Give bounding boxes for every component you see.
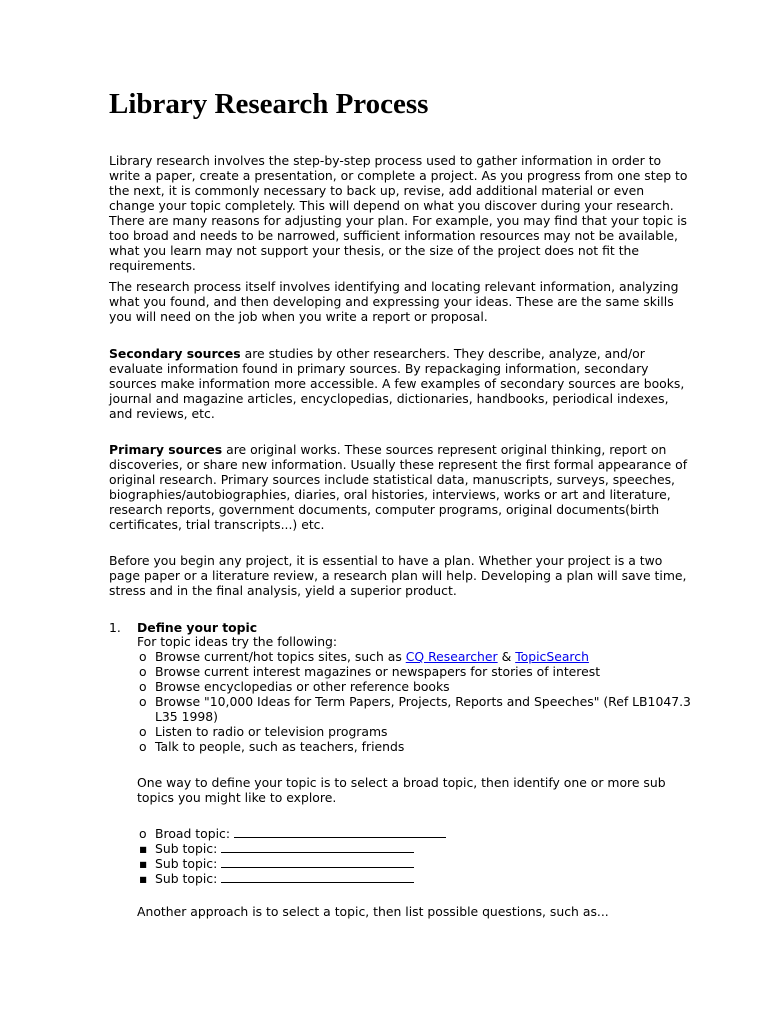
step-title: Define your topic <box>137 620 258 635</box>
primary-sources-term: Primary sources <box>109 442 223 457</box>
primary-sources-paragraph <box>109 442 689 532</box>
bullet-marker: o <box>139 739 147 754</box>
list-item <box>137 694 697 724</box>
list-item <box>137 679 697 694</box>
list-item <box>137 664 697 679</box>
bullet-marker: o <box>139 649 147 664</box>
sub-topic-row <box>137 856 697 871</box>
idea-text: Browse "10,000 Ideas for Term Papers, Projects, Reports and Speeches" (Ref LB1047.3 L35 1998) <box>155 694 691 724</box>
bullet-marker: o <box>139 694 147 709</box>
browse-sites-text: Browse current/hot topics sites, such as <box>155 649 406 664</box>
approach-text: Another approach is to select a topic, then list possible questions, such as... <box>137 904 609 919</box>
square-bullet-marker: ▪ <box>139 871 148 886</box>
sub-topic-label: Sub topic: <box>155 856 218 871</box>
list-item <box>137 739 697 754</box>
broad-topic-label: Broad topic: <box>155 826 231 841</box>
bullet-marker: o <box>139 664 147 679</box>
intro-paragraph: Library research involves the step-by-step process used to gather information in order to write a paper, create a presentation, or complete a project. As you progress from one step to the next, it is commonly necessary to back up, revise, add additional material or even change your topic completely. This will depend on what you discover during your research. There are many reasons for adjusting your plan. For example, you may find that your topic is too broad and needs to be narrowed, sufficient information resources may not be available, what you learn may not support your thesis, or the size of the project does not fit the requirements. <box>109 153 688 273</box>
ampersand: & <box>497 649 516 664</box>
sub-topic-label: Sub topic: <box>155 871 218 886</box>
cq-researcher-link[interactable]: CQ Researcher <box>405 649 498 664</box>
topicsearch-link[interactable]: TopicSearch <box>515 649 589 664</box>
broad-topic-blank <box>234 826 446 838</box>
square-bullet-marker: ▪ <box>139 841 148 856</box>
secondary-sources-term: Secondary sources <box>109 346 241 361</box>
square-bullet-marker: ▪ <box>139 856 148 871</box>
idea-text: Talk to people, such as teachers, friends <box>155 739 405 754</box>
topic-worksheet-list <box>137 826 697 886</box>
idea-text: Listen to radio or television programs <box>155 724 388 739</box>
sub-topic-label: Sub topic: <box>155 841 218 856</box>
sub-topic-row <box>137 871 697 886</box>
page-title: Library Research Process <box>109 88 429 120</box>
broad-topic-row <box>137 826 697 841</box>
topic-ideas-lead: For topic ideas try the following: <box>137 634 338 649</box>
bullet-marker: o <box>139 679 147 694</box>
process-paragraph: The research process itself involves identifying and locating relevant information, analyzing what you found, and then developing and expressing your ideas. These are the same skills you will need on the job when you write a report or proposal. <box>109 279 679 324</box>
step-number: 1. <box>109 620 121 635</box>
bullet-marker: o <box>139 826 147 841</box>
secondary-sources-paragraph <box>109 346 689 421</box>
sub-topic-row <box>137 841 697 856</box>
secondary-sources-text: are studies by other researchers. They describe, analyze, and/or evaluate information found in primary sources. By repackaging information, secondary sources make information more accessible. A few examples of secondary sources are books, journal and magazine articles, encyclopedias, dictionaries, handbooks, periodical indexes, and reviews, etc. <box>109 346 685 421</box>
idea-text: Browse current interest magazines or newspapers for stories of interest <box>155 664 601 679</box>
sub-topic-blank <box>221 871 414 883</box>
plan-paragraph: Before you begin any project, it is essential to have a plan. Whether your project is a two page paper or a literature review, a research plan will help. Developing a plan will save time, stress and in the final analysis, yield a superior product. <box>109 553 687 598</box>
bullet-marker: o <box>139 724 147 739</box>
topic-ideas-list <box>137 649 697 754</box>
idea-text: Browse encyclopedias or other reference books <box>155 679 450 694</box>
sub-topic-blank <box>221 841 414 853</box>
define-topic-text: One way to define your topic is to select a broad topic, then identify one or more sub topics you might like to explore. <box>137 775 666 805</box>
sub-topic-blank <box>221 856 414 868</box>
list-item <box>137 724 697 739</box>
primary-sources-text: are original works. These sources represent original thinking, report on discoveries, or share new information. Usually these represent the first formal appearance of original research. Primary sources include statistical data, manuscripts, surveys, speeches, biographies/autobiographies, diaries, oral histories, interviews, works or art and literature, research reports, government documents, computer programs, original documents(birth certificates, trial transcripts...) etc. <box>109 442 688 532</box>
list-item <box>137 649 697 664</box>
